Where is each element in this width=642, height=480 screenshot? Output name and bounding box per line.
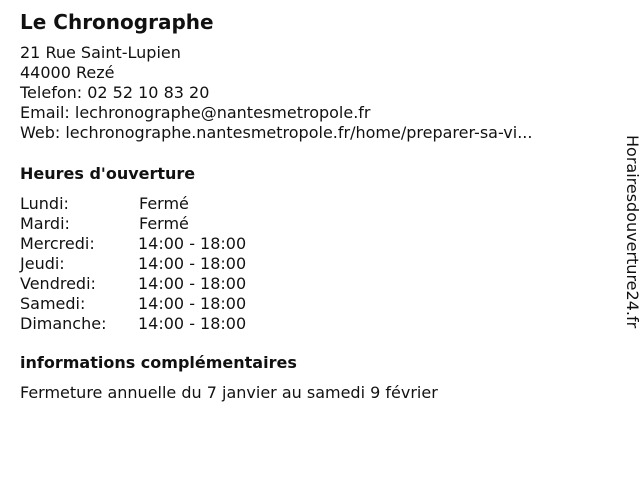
hours-value: 14:00 - 18:00 xyxy=(138,274,247,293)
day-label: Samedi: xyxy=(20,294,86,313)
hours-value: Fermé xyxy=(139,194,189,213)
additional-info-text: Fermeture annuelle du 7 janvier au samedi 9 février xyxy=(20,383,438,402)
phone-number[interactable]: Telefon: 02 52 10 83 20 xyxy=(20,83,210,102)
website-link[interactable]: Web: lechronographe.nantesmetropole.fr/home/preparer-sa-vi... xyxy=(20,123,533,142)
day-label: Vendredi: xyxy=(20,274,96,293)
hours-row-thursday xyxy=(20,254,320,274)
hours-row-monday xyxy=(20,194,320,214)
opening-hours-table xyxy=(20,194,320,334)
page-title: Le Chronographe xyxy=(20,10,214,34)
hours-row-friday xyxy=(20,274,320,294)
opening-hours-heading: Heures d'ouverture xyxy=(20,164,196,183)
hours-value: 14:00 - 18:00 xyxy=(138,254,247,273)
city-address: 44000 Rezé xyxy=(20,63,115,82)
hours-row-wednesday xyxy=(20,234,320,254)
additional-info-heading: informations complémentaires xyxy=(20,353,297,372)
day-label: Dimanche: xyxy=(20,314,107,333)
hours-value: Fermé xyxy=(139,214,189,233)
hours-value: 14:00 - 18:00 xyxy=(138,314,247,333)
hours-row-sunday xyxy=(20,314,320,334)
email-link[interactable]: Email: lechronographe@nantesmetropole.fr xyxy=(20,103,371,122)
day-label: Mardi: xyxy=(20,214,70,233)
hours-value: 14:00 - 18:00 xyxy=(138,294,247,313)
day-label: Mercredi: xyxy=(20,234,95,253)
day-label: Jeudi: xyxy=(20,254,65,273)
street-address: 21 Rue Saint-Lupien xyxy=(20,43,181,62)
site-watermark: Horairesdouverture24.fr xyxy=(623,135,642,329)
day-label: Lundi: xyxy=(20,194,69,213)
hours-value: 14:00 - 18:00 xyxy=(138,234,247,253)
hours-row-tuesday xyxy=(20,214,320,234)
address-block xyxy=(20,43,532,143)
hours-row-saturday xyxy=(20,294,320,314)
